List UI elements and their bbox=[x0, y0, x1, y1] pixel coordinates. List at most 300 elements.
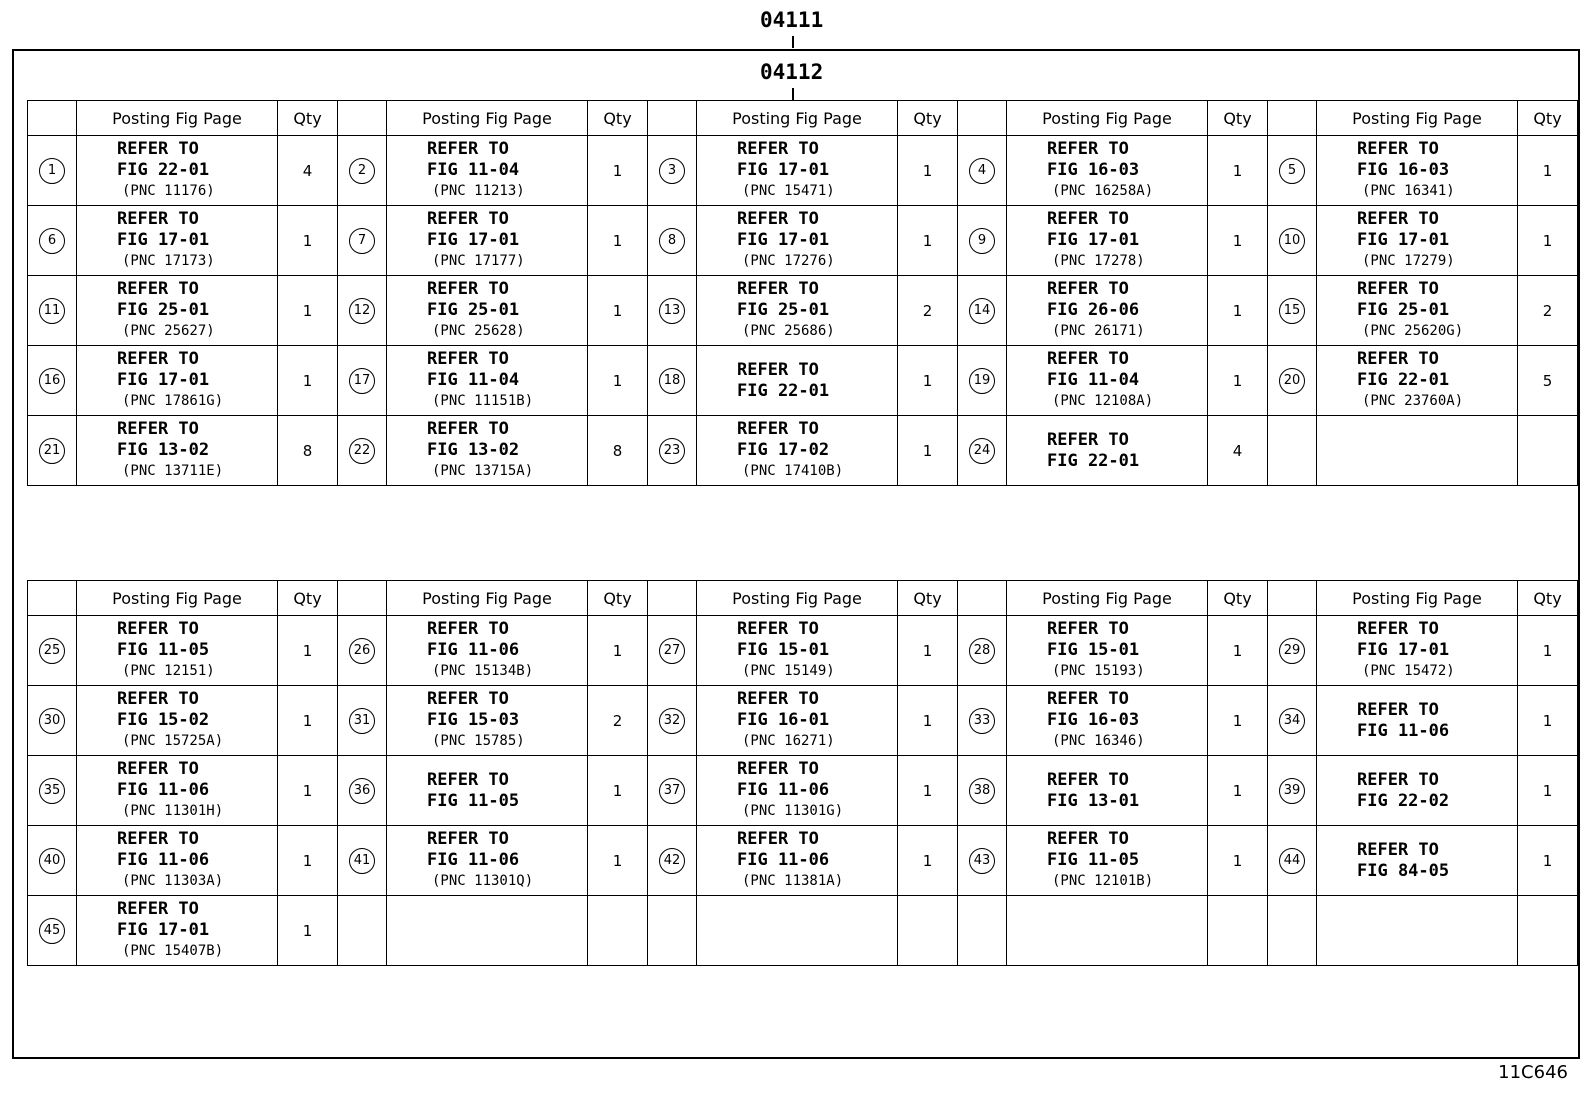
figure-reference: FIG 11-06 bbox=[427, 850, 520, 870]
item-number-cell bbox=[958, 686, 1007, 756]
figure-reference: FIG 11-04 bbox=[1047, 370, 1140, 390]
pnc-reference: (PNC 26171) bbox=[1052, 323, 1145, 339]
refer-to-text: REFER TO bbox=[1357, 769, 1439, 790]
figure-reference: FIG 11-06 bbox=[117, 780, 210, 800]
quantity-cell: 1 bbox=[1208, 276, 1268, 346]
quantity-cell: 1 bbox=[898, 206, 958, 276]
quantity-cell: 1 bbox=[278, 686, 338, 756]
header-row bbox=[28, 581, 1578, 616]
table-row bbox=[28, 346, 1578, 416]
reference-text bbox=[1007, 430, 1207, 472]
refer-to-text: REFER TO bbox=[117, 619, 199, 639]
illustration-code: 11C646 bbox=[1498, 1062, 1568, 1083]
item-number-badge: 41 bbox=[349, 848, 375, 874]
item-number-cell bbox=[338, 896, 387, 966]
reference-cell bbox=[1007, 346, 1208, 416]
refer-to-text: REFER TO bbox=[737, 279, 819, 299]
reference-text bbox=[697, 419, 897, 482]
refer-to-text: REFER TO bbox=[117, 899, 199, 919]
reference-text bbox=[697, 829, 897, 892]
table-row bbox=[28, 276, 1578, 346]
quantity-cell: 1 bbox=[588, 276, 648, 346]
item-number-badge: 11 bbox=[39, 298, 65, 324]
item-number-badge: 15 bbox=[1279, 298, 1305, 324]
quantity-cell: 4 bbox=[278, 136, 338, 206]
item-number-cell bbox=[28, 416, 77, 486]
reference-text bbox=[77, 139, 277, 202]
item-number-cell bbox=[648, 206, 697, 276]
reference-cell bbox=[1317, 416, 1518, 486]
item-number-badge: 37 bbox=[659, 778, 685, 804]
refer-to-text: REFER TO bbox=[1047, 689, 1129, 709]
reference-text bbox=[387, 770, 587, 812]
reference-text bbox=[697, 619, 897, 682]
item-number-cell bbox=[338, 136, 387, 206]
reference-cell bbox=[387, 616, 588, 686]
pnc-reference: (PNC 15407B) bbox=[122, 943, 224, 959]
pnc-reference: (PNC 11381A) bbox=[742, 873, 844, 889]
header-row bbox=[28, 101, 1578, 136]
reference-text bbox=[1007, 689, 1207, 752]
item-number-badge: 6 bbox=[39, 228, 65, 254]
figure-reference: FIG 11-04 bbox=[427, 370, 520, 390]
reference-text bbox=[697, 360, 897, 402]
header-posting: Posting Fig Page bbox=[1317, 581, 1518, 616]
pnc-reference: (PNC 12101B) bbox=[1052, 873, 1154, 889]
figure-reference: FIG 17-01 bbox=[427, 230, 520, 250]
reference-text bbox=[387, 139, 587, 202]
reference-table-a bbox=[27, 100, 1578, 486]
item-number-cell bbox=[1268, 686, 1317, 756]
refer-to-text: REFER TO bbox=[1357, 619, 1439, 639]
quantity-cell: 4 bbox=[1208, 416, 1268, 486]
reference-cell bbox=[1317, 686, 1518, 756]
reference-cell bbox=[77, 276, 278, 346]
pnc-reference: (PNC 25620G) bbox=[1362, 323, 1464, 339]
figure-reference: FIG 25-01 bbox=[427, 300, 520, 320]
refer-to-text: REFER TO bbox=[117, 829, 199, 849]
item-number-cell bbox=[648, 276, 697, 346]
quantity-cell: 1 bbox=[898, 686, 958, 756]
header-num bbox=[1268, 581, 1317, 616]
item-number-cell bbox=[958, 826, 1007, 896]
refer-to-text: REFER TO bbox=[427, 349, 509, 369]
reference-text bbox=[1317, 840, 1517, 882]
item-number-cell bbox=[28, 346, 77, 416]
item-number-badge: 38 bbox=[969, 778, 995, 804]
reference-text bbox=[77, 689, 277, 752]
quantity-cell: 1 bbox=[588, 346, 648, 416]
reference-cell bbox=[77, 136, 278, 206]
pnc-reference: (PNC 25627) bbox=[122, 323, 215, 339]
item-number-badge: 33 bbox=[969, 708, 995, 734]
refer-to-text: REFER TO bbox=[1047, 349, 1129, 369]
reference-text bbox=[387, 829, 587, 892]
quantity-cell: 5 bbox=[1518, 346, 1578, 416]
item-number-badge: 17 bbox=[349, 368, 375, 394]
quantity-cell: 1 bbox=[278, 276, 338, 346]
reference-text bbox=[1007, 349, 1207, 412]
header-posting: Posting Fig Page bbox=[1007, 581, 1208, 616]
refer-to-text: REFER TO bbox=[427, 769, 509, 790]
figure-reference: FIG 11-06 bbox=[737, 780, 830, 800]
quantity-cell: 8 bbox=[278, 416, 338, 486]
quantity-cell: 1 bbox=[1208, 756, 1268, 826]
header-num bbox=[28, 101, 77, 136]
reference-cell bbox=[697, 206, 898, 276]
figure-reference: FIG 17-02 bbox=[737, 440, 830, 460]
figure-reference: FIG 13-01 bbox=[1047, 790, 1140, 811]
figure-reference: FIG 11-05 bbox=[427, 790, 520, 811]
figure-reference: FIG 11-05 bbox=[1047, 850, 1140, 870]
pnc-reference: (PNC 13715A) bbox=[432, 463, 534, 479]
quantity-cell: 1 bbox=[1518, 206, 1578, 276]
item-number-cell bbox=[28, 686, 77, 756]
item-number-cell bbox=[958, 346, 1007, 416]
item-number-cell bbox=[1268, 206, 1317, 276]
item-number-badge: 4 bbox=[969, 158, 995, 184]
refer-to-text: REFER TO bbox=[1357, 279, 1439, 299]
item-number-badge: 40 bbox=[39, 848, 65, 874]
figure-reference: FIG 17-01 bbox=[1047, 230, 1140, 250]
item-number-badge: 30 bbox=[39, 708, 65, 734]
quantity-cell: 8 bbox=[588, 416, 648, 486]
reference-text bbox=[77, 279, 277, 342]
refer-to-text: REFER TO bbox=[737, 829, 819, 849]
refer-to-text: REFER TO bbox=[427, 619, 509, 639]
item-number-cell bbox=[648, 896, 697, 966]
item-number-badge: 45 bbox=[39, 918, 65, 944]
reference-cell bbox=[1317, 756, 1518, 826]
reference-cell bbox=[1007, 416, 1208, 486]
quantity-cell bbox=[588, 896, 648, 966]
header-num bbox=[338, 581, 387, 616]
reference-text bbox=[1317, 700, 1517, 742]
reference-cell bbox=[1007, 896, 1208, 966]
header-posting: Posting Fig Page bbox=[1007, 101, 1208, 136]
reference-cell bbox=[1317, 206, 1518, 276]
item-number-badge: 26 bbox=[349, 638, 375, 664]
reference-cell bbox=[387, 826, 588, 896]
table-row bbox=[28, 416, 1578, 486]
reference-cell bbox=[1007, 206, 1208, 276]
header-qty: Qty bbox=[588, 101, 648, 136]
pnc-reference: (PNC 15149) bbox=[742, 663, 835, 679]
item-number-cell bbox=[1268, 826, 1317, 896]
refer-to-text: REFER TO bbox=[737, 359, 819, 380]
figure-reference: FIG 17-01 bbox=[117, 230, 210, 250]
item-number-cell bbox=[338, 276, 387, 346]
reference-cell bbox=[77, 346, 278, 416]
header-posting: Posting Fig Page bbox=[697, 101, 898, 136]
quantity-cell: 1 bbox=[278, 896, 338, 966]
figure-reference: FIG 26-06 bbox=[1047, 300, 1140, 320]
quantity-cell: 1 bbox=[1518, 136, 1578, 206]
item-number-cell bbox=[28, 756, 77, 826]
pnc-reference: (PNC 17410B) bbox=[742, 463, 844, 479]
reference-text bbox=[77, 829, 277, 892]
item-number-cell bbox=[958, 136, 1007, 206]
reference-text bbox=[697, 689, 897, 752]
item-number-badge: 25 bbox=[39, 638, 65, 664]
refer-to-text: REFER TO bbox=[1047, 139, 1129, 159]
pnc-reference: (PNC 11151B) bbox=[432, 393, 534, 409]
item-number-cell bbox=[1268, 276, 1317, 346]
figure-reference: FIG 17-01 bbox=[737, 160, 830, 180]
item-number-badge: 9 bbox=[969, 228, 995, 254]
pnc-reference: (PNC 13711E) bbox=[122, 463, 224, 479]
header-qty: Qty bbox=[898, 101, 958, 136]
figure-reference: FIG 11-06 bbox=[737, 850, 830, 870]
quantity-cell bbox=[1208, 896, 1268, 966]
reference-cell bbox=[1317, 346, 1518, 416]
item-number-cell bbox=[958, 616, 1007, 686]
leader-line-top bbox=[792, 36, 794, 48]
reference-cell bbox=[697, 756, 898, 826]
assembly-code-sub: 04112 bbox=[760, 60, 824, 84]
figure-reference: FIG 17-01 bbox=[117, 370, 210, 390]
reference-cell bbox=[387, 686, 588, 756]
reference-text bbox=[77, 759, 277, 822]
item-number-cell bbox=[28, 276, 77, 346]
reference-text bbox=[387, 349, 587, 412]
header-posting: Posting Fig Page bbox=[387, 101, 588, 136]
quantity-cell: 1 bbox=[1208, 616, 1268, 686]
pnc-reference: (PNC 15725A) bbox=[122, 733, 224, 749]
quantity-cell: 1 bbox=[898, 756, 958, 826]
refer-to-text: REFER TO bbox=[1047, 769, 1129, 790]
refer-to-text: REFER TO bbox=[1357, 699, 1439, 720]
item-number-cell bbox=[648, 826, 697, 896]
figure-reference: FIG 13-02 bbox=[427, 440, 520, 460]
reference-cell bbox=[697, 826, 898, 896]
item-number-cell bbox=[648, 756, 697, 826]
figure-reference: FIG 16-03 bbox=[1047, 710, 1140, 730]
item-number-cell bbox=[28, 616, 77, 686]
item-number-cell bbox=[28, 896, 77, 966]
header-qty: Qty bbox=[1208, 101, 1268, 136]
reference-table-b bbox=[27, 580, 1578, 966]
quantity-cell: 1 bbox=[1518, 756, 1578, 826]
quantity-cell: 1 bbox=[898, 826, 958, 896]
reference-text bbox=[697, 139, 897, 202]
refer-to-text: REFER TO bbox=[427, 419, 509, 439]
reference-text bbox=[387, 419, 587, 482]
refer-to-text: REFER TO bbox=[1357, 139, 1439, 159]
refer-to-text: REFER TO bbox=[737, 689, 819, 709]
pnc-reference: (PNC 11301Q) bbox=[432, 873, 534, 889]
item-number-badge: 16 bbox=[39, 368, 65, 394]
refer-to-text: REFER TO bbox=[427, 279, 509, 299]
item-number-cell bbox=[1268, 136, 1317, 206]
figure-reference: FIG 22-01 bbox=[1357, 370, 1450, 390]
reference-cell bbox=[1317, 136, 1518, 206]
reference-text bbox=[1007, 279, 1207, 342]
header-posting: Posting Fig Page bbox=[77, 581, 278, 616]
header-posting: Posting Fig Page bbox=[77, 101, 278, 136]
item-number-badge: 24 bbox=[969, 438, 995, 464]
pnc-reference: (PNC 17278) bbox=[1052, 253, 1145, 269]
item-number-cell bbox=[338, 206, 387, 276]
item-number-cell bbox=[338, 416, 387, 486]
reference-cell bbox=[387, 896, 588, 966]
assembly-code-top: 04111 bbox=[760, 8, 824, 32]
reference-text bbox=[1007, 619, 1207, 682]
item-number-badge: 29 bbox=[1279, 638, 1305, 664]
refer-to-text: REFER TO bbox=[737, 759, 819, 779]
figure-reference: FIG 25-01 bbox=[737, 300, 830, 320]
figure-reference: FIG 11-06 bbox=[1357, 720, 1450, 741]
figure-reference: FIG 11-04 bbox=[427, 160, 520, 180]
reference-text bbox=[1317, 209, 1517, 272]
quantity-cell: 1 bbox=[588, 136, 648, 206]
figure-reference: FIG 22-01 bbox=[737, 380, 830, 401]
reference-text bbox=[1007, 829, 1207, 892]
item-number-cell bbox=[338, 686, 387, 756]
reference-cell bbox=[1007, 826, 1208, 896]
pnc-reference: (PNC 11176) bbox=[122, 183, 215, 199]
reference-cell bbox=[77, 416, 278, 486]
refer-to-text: REFER TO bbox=[117, 139, 199, 159]
reference-cell bbox=[697, 136, 898, 206]
pnc-reference: (PNC 11301G) bbox=[742, 803, 844, 819]
header-qty: Qty bbox=[898, 581, 958, 616]
item-number-cell bbox=[1268, 416, 1317, 486]
pnc-reference: (PNC 16346) bbox=[1052, 733, 1145, 749]
item-number-badge: 35 bbox=[39, 778, 65, 804]
reference-text bbox=[77, 419, 277, 482]
reference-cell bbox=[1007, 616, 1208, 686]
reference-text bbox=[387, 209, 587, 272]
figure-reference: FIG 25-01 bbox=[1357, 300, 1450, 320]
figure-reference: FIG 15-01 bbox=[1047, 640, 1140, 660]
reference-text bbox=[1317, 279, 1517, 342]
item-number-badge: 22 bbox=[349, 438, 375, 464]
reference-cell bbox=[1317, 276, 1518, 346]
item-number-badge: 7 bbox=[349, 228, 375, 254]
item-number-badge: 3 bbox=[659, 158, 685, 184]
refer-to-text: REFER TO bbox=[737, 139, 819, 159]
reference-cell bbox=[387, 346, 588, 416]
refer-to-text: REFER TO bbox=[737, 419, 819, 439]
refer-to-text: REFER TO bbox=[427, 829, 509, 849]
header-num bbox=[338, 101, 387, 136]
table-row bbox=[28, 136, 1578, 206]
item-number-badge: 32 bbox=[659, 708, 685, 734]
quantity-cell: 1 bbox=[898, 136, 958, 206]
reference-text bbox=[1317, 349, 1517, 412]
header-qty: Qty bbox=[1208, 581, 1268, 616]
quantity-cell: 1 bbox=[898, 616, 958, 686]
quantity-cell: 1 bbox=[1208, 136, 1268, 206]
figure-reference: FIG 11-05 bbox=[117, 640, 210, 660]
item-number-cell bbox=[1268, 346, 1317, 416]
header-qty: Qty bbox=[588, 581, 648, 616]
header-qty: Qty bbox=[278, 581, 338, 616]
reference-cell bbox=[697, 686, 898, 756]
figure-reference: FIG 22-01 bbox=[117, 160, 210, 180]
table-row bbox=[28, 686, 1578, 756]
quantity-cell: 2 bbox=[588, 686, 648, 756]
item-number-cell bbox=[958, 416, 1007, 486]
figure-reference: FIG 17-01 bbox=[117, 920, 210, 940]
pnc-reference: (PNC 17279) bbox=[1362, 253, 1455, 269]
pnc-reference: (PNC 17276) bbox=[742, 253, 835, 269]
reference-text bbox=[77, 899, 277, 962]
pnc-reference: (PNC 15785) bbox=[432, 733, 525, 749]
header-qty: Qty bbox=[278, 101, 338, 136]
figure-reference: FIG 15-03 bbox=[427, 710, 520, 730]
pnc-reference: (PNC 11213) bbox=[432, 183, 525, 199]
header-posting: Posting Fig Page bbox=[697, 581, 898, 616]
item-number-badge: 1 bbox=[39, 158, 65, 184]
reference-cell bbox=[77, 616, 278, 686]
reference-cell bbox=[77, 756, 278, 826]
quantity-cell: 1 bbox=[278, 826, 338, 896]
item-number-cell bbox=[958, 756, 1007, 826]
reference-cell bbox=[1317, 826, 1518, 896]
figure-reference: FIG 11-06 bbox=[427, 640, 520, 660]
reference-cell bbox=[1317, 616, 1518, 686]
quantity-cell: 1 bbox=[1518, 686, 1578, 756]
reference-text bbox=[1317, 770, 1517, 812]
reference-cell bbox=[697, 616, 898, 686]
quantity-cell: 1 bbox=[588, 756, 648, 826]
header-qty: Qty bbox=[1518, 581, 1578, 616]
item-number-cell bbox=[648, 416, 697, 486]
quantity-cell bbox=[1518, 896, 1578, 966]
pnc-reference: (PNC 11301H) bbox=[122, 803, 224, 819]
pnc-reference: (PNC 12108A) bbox=[1052, 393, 1154, 409]
reference-text bbox=[1317, 139, 1517, 202]
figure-reference: FIG 15-02 bbox=[117, 710, 210, 730]
item-number-cell bbox=[958, 896, 1007, 966]
reference-cell bbox=[697, 416, 898, 486]
table-row bbox=[28, 206, 1578, 276]
table-row bbox=[28, 826, 1578, 896]
item-number-cell bbox=[648, 346, 697, 416]
item-number-cell bbox=[338, 616, 387, 686]
reference-text bbox=[697, 279, 897, 342]
quantity-cell: 1 bbox=[588, 206, 648, 276]
figure-reference: FIG 15-01 bbox=[737, 640, 830, 660]
header-qty: Qty bbox=[1518, 101, 1578, 136]
refer-to-text: REFER TO bbox=[1047, 429, 1129, 450]
quantity-cell: 1 bbox=[278, 206, 338, 276]
refer-to-text: REFER TO bbox=[117, 209, 199, 229]
refer-to-text: REFER TO bbox=[1047, 279, 1129, 299]
item-number-badge: 44 bbox=[1279, 848, 1305, 874]
reference-cell bbox=[387, 276, 588, 346]
reference-cell bbox=[697, 346, 898, 416]
item-number-badge: 34 bbox=[1279, 708, 1305, 734]
item-number-cell bbox=[28, 826, 77, 896]
quantity-cell: 1 bbox=[1208, 206, 1268, 276]
reference-text bbox=[697, 209, 897, 272]
refer-to-text: REFER TO bbox=[1047, 829, 1129, 849]
reference-cell bbox=[387, 206, 588, 276]
refer-to-text: REFER TO bbox=[1357, 209, 1439, 229]
quantity-cell: 1 bbox=[1518, 616, 1578, 686]
pnc-reference: (PNC 23760A) bbox=[1362, 393, 1464, 409]
reference-text bbox=[77, 209, 277, 272]
item-number-cell bbox=[1268, 896, 1317, 966]
pnc-reference: (PNC 11303A) bbox=[122, 873, 224, 889]
reference-cell bbox=[697, 896, 898, 966]
item-number-badge: 5 bbox=[1279, 158, 1305, 184]
figure-reference: FIG 16-03 bbox=[1047, 160, 1140, 180]
figure-reference: FIG 22-01 bbox=[1047, 450, 1140, 471]
